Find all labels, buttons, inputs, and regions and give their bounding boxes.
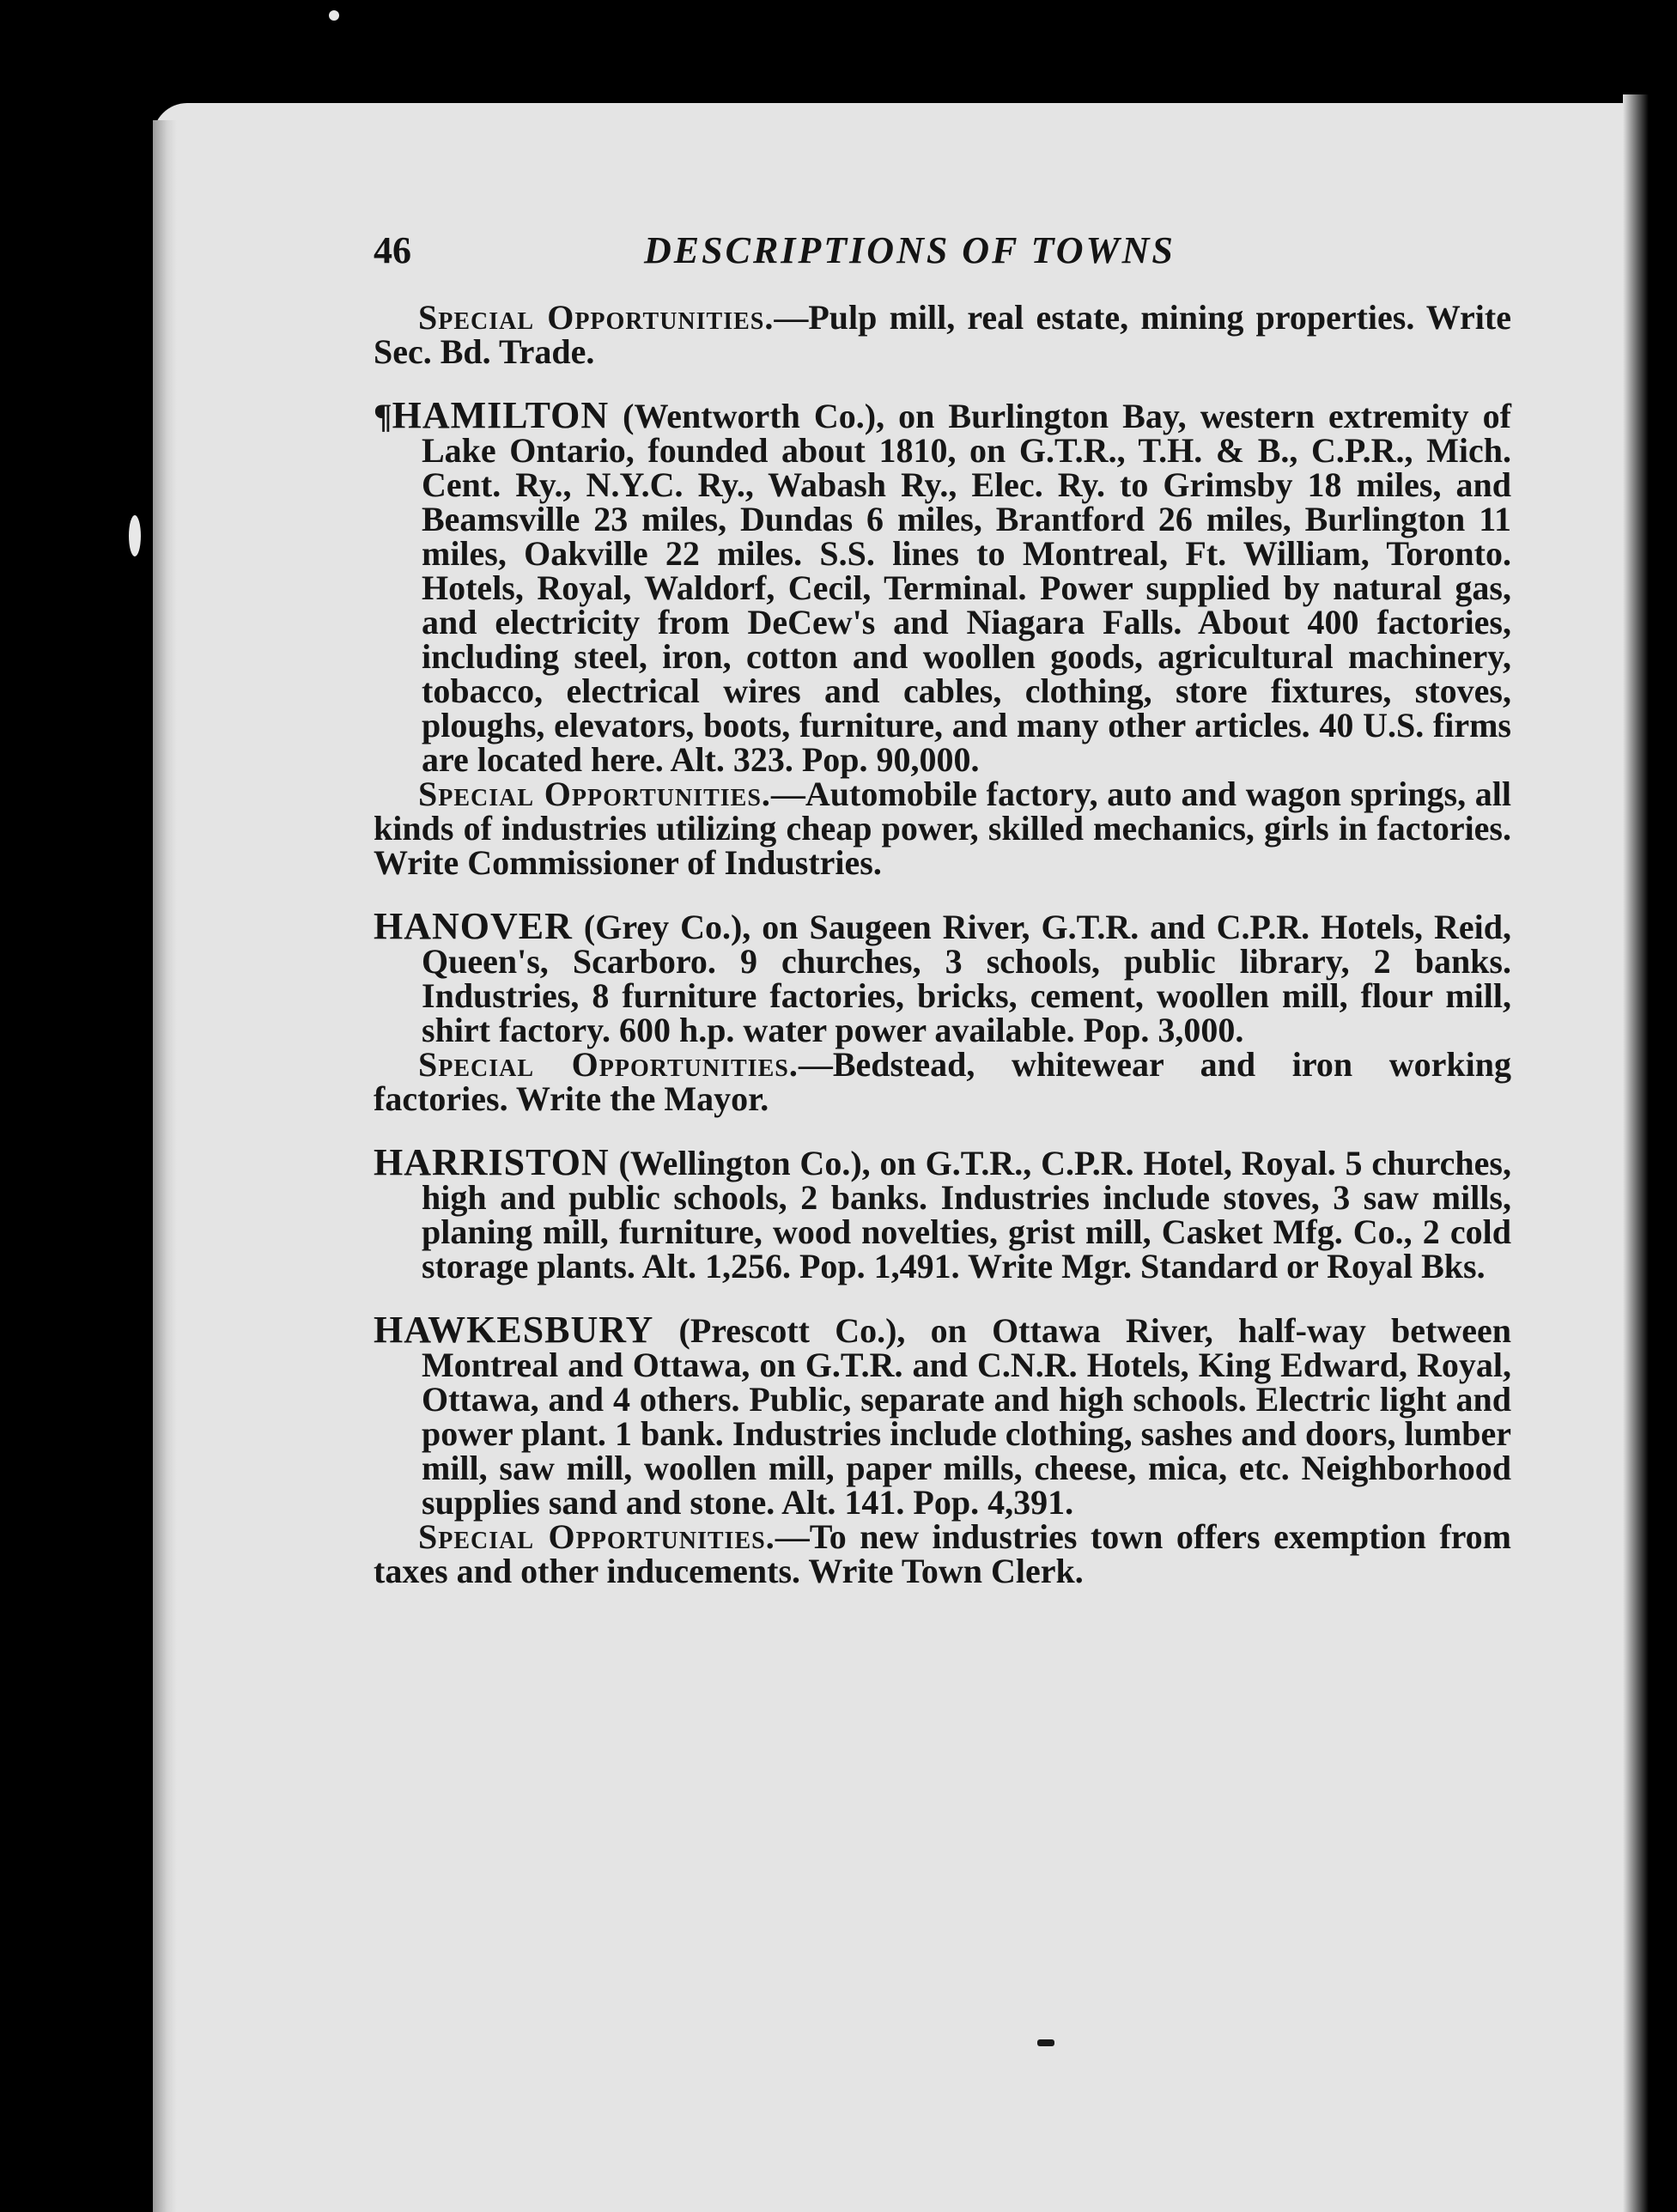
scan-speck <box>129 515 141 556</box>
running-title: DESCRIPTIONS OF TOWNS <box>644 229 1176 271</box>
page-binding-edge <box>153 120 177 2212</box>
special-opportunities-text: —Automobile factory, auto and wagon springs, all kinds of industries utilizing cheap power, skilled mechanics, girls in factories. Write Commissioner of Industries. <box>374 775 1511 882</box>
town-name: HANOVER <box>374 905 573 947</box>
town-descriptions <box>374 298 1511 1590</box>
paragraph-mark: ¶ <box>374 397 392 435</box>
special-opportunities-label: Special Opportunities. <box>418 775 771 813</box>
town-description <box>374 1141 1511 1285</box>
town-entry-hawkesbury <box>374 1309 1511 1590</box>
town-description <box>374 1309 1511 1522</box>
town-name: HAMILTON <box>392 394 610 436</box>
continuation-paragraph <box>374 298 1511 371</box>
town-description <box>374 905 1511 1049</box>
town-name: HARRISTON <box>374 1141 610 1183</box>
town-entry-hamilton <box>374 394 1511 882</box>
town-text: (Grey Co.), on Saugeen River, G.T.R. and C.P.R. Hotels, Reid, Queen's, Scarboro. 9 churches, 3 schools, public library, 2 banks. Industries, 8 furniture factories, bricks, cement, woollen mill, flour mill, shirt factory. 600 h.p. water power available. Pop. 3,000. <box>422 908 1511 1049</box>
scan-speck <box>329 10 339 21</box>
town-text: (Wentworth Co.), on Burlington Bay, western extremity of Lake Ontario, founded about 1810, on G.T.R., T.H. & B., C.P.R., Mich. Cent. Ry., N.Y.C. Ry., Wabash Ry., Elec. Ry. to Grimsby 18 miles, and Beamsville 23 miles, Dundas 6 miles, Brantford 26 miles, Burlington 11 miles, Oakville 22 miles. S.S. lines to Montreal, Ft. William, Toronto. Hotels, Royal, Waldorf, Cecil, Terminal. Power supplied by natural gas, and electricity from DeCew's and Niagara Falls. About 400 factories, including steel, iron, cotton and woollen goods, agricultural machinery, tobacco, electrical wires and cables, clothing, store fixtures, stoves, ploughs, elevators, boots, furniture, and many other articles. 40 U.S. firms are located here. Alt. 323. Pop. 90,000. <box>422 397 1511 779</box>
town-text: (Wellington Co.), on G.T.R., C.P.R. Hotel, Royal. 5 churches, high and public schools, 2 banks. Industries include stoves, 3 saw mills, planing mill, furniture, wood novelties, grist mill, Casket Mfg. Co., 2 cold storage plants. Alt. 1,256. Pop. 1,491. Write Mgr. Standard or Royal Bks. <box>422 1144 1511 1285</box>
special-opportunities <box>374 1045 1511 1118</box>
town-name: HAWKESBURY <box>374 1309 654 1351</box>
town-entry-hanover <box>374 905 1511 1118</box>
special-opportunities-text: —Bedstead, whitewear and iron working factories. Write the Mayor. <box>374 1045 1511 1118</box>
page-number: 46 <box>374 229 411 271</box>
right-margin-dark <box>1649 0 1677 2212</box>
special-opportunities <box>374 1517 1511 1590</box>
town-entry-harriston <box>374 1141 1511 1285</box>
special-opportunities-text: —To new industries town offers exemption from taxes and other inducements. Write Town Clerk. <box>374 1517 1511 1590</box>
special-opportunities-text: —Pulp mill, real estate, mining properties. Write Sec. Bd. Trade. <box>374 298 1511 371</box>
special-opportunities <box>374 777 1511 880</box>
printer-mark <box>1037 2039 1054 2046</box>
special-opportunities-label: Special Opportunities. <box>418 1517 775 1556</box>
town-description <box>374 394 1511 779</box>
town-text: (Prescott Co.), on Ottawa River, half-way between Montreal and Ottawa, on G.T.R. and C.N.R. Hotels, King Edward, Royal, Ottawa, and 4 others. Public, separate and high schools. Electric light and power plant. 1 bank. Industries include clothing, sashes and doors, lumber mill, saw mill, woollen mill, paper mills, cheese, mica, etc. Neighborhood supplies sand and stone. Alt. 141. Pop. 4,391. <box>422 1311 1511 1522</box>
special-opportunities-label: Special Opportunities. <box>418 1045 799 1084</box>
right-page-shadow <box>1623 94 1649 2212</box>
special-opportunities-label: Special Opportunities. <box>418 298 775 337</box>
page-header <box>374 225 1507 276</box>
